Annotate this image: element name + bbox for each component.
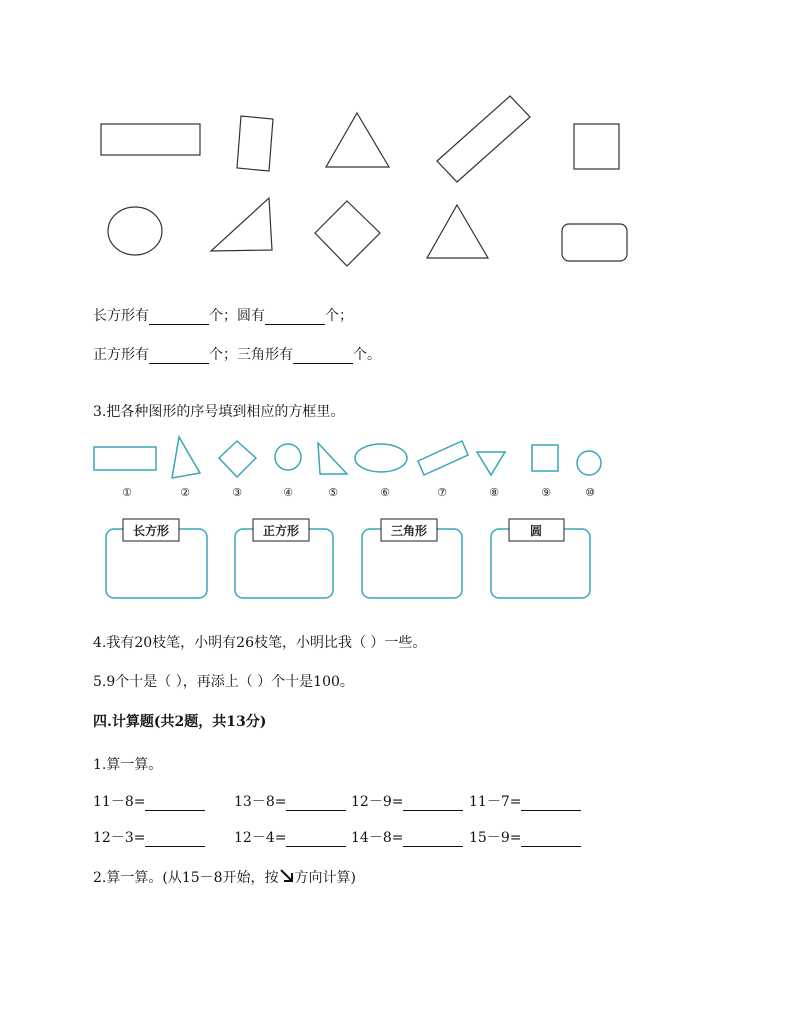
calc2-prompt-end: 方向计算) [294, 870, 357, 886]
diagonal-arrow-icon [279, 868, 295, 884]
calc-item [234, 793, 346, 811]
q3-shape-6-ellipse [355, 444, 407, 472]
shape-square-1 [574, 124, 619, 169]
calc-item [469, 793, 581, 811]
q2-line1-label-circle: 个；圆有 [209, 308, 265, 324]
shape-number-6: ⑥ [380, 486, 390, 499]
answer-blank[interactable] [145, 796, 205, 811]
q3-shape-9-square [532, 445, 558, 471]
q4-text: 4.我有20枝笔，小明有26枝笔，小明比我（ ）一些。 [93, 635, 427, 651]
shape-tilted-tall-rectangle [237, 116, 273, 171]
answer-blank[interactable] [149, 310, 209, 325]
answer-blank[interactable] [149, 349, 209, 364]
shape-circle-1 [108, 207, 162, 255]
box-label-triangles: 三角形 [390, 524, 428, 538]
shape-number-10: ⑩ [585, 486, 595, 499]
calc1-prompt: 1.算一算。 [93, 757, 163, 773]
calc-expression: 11－7= [469, 794, 522, 810]
calc-expression: 12－9= [351, 794, 404, 810]
answer-blank[interactable] [403, 832, 463, 847]
calc-item [93, 829, 205, 847]
calc-item [234, 829, 346, 847]
answer-blank[interactable] [521, 796, 581, 811]
shape-number-9: ⑨ [541, 486, 551, 499]
q3-shape-2-triangle [172, 437, 200, 478]
q3-shape-3-diamond [219, 441, 256, 477]
q3-shape-1-rectangle [94, 447, 156, 470]
shapes-figure-top [0, 0, 794, 280]
answer-blank[interactable] [286, 832, 346, 847]
calc-expression: 11－8= [93, 794, 146, 810]
answer-blank[interactable] [286, 796, 346, 811]
shape-number-8: ⑧ [489, 486, 499, 499]
shape-right-triangle [211, 198, 272, 251]
q3-shape-5-right-triangle [318, 443, 347, 474]
shape-rounded-rectangle [562, 224, 627, 261]
calc-item [351, 793, 463, 811]
calc-item [351, 829, 463, 847]
section-4-title: 四.计算题(共2题，共13分) [93, 714, 267, 730]
calc-expression: 12－3= [93, 830, 146, 846]
calc-item [469, 829, 581, 847]
q2-line2-end: 个。 [353, 347, 381, 363]
answer-blank[interactable] [403, 796, 463, 811]
q2-line2-label-triangle: 个；三角形有 [209, 347, 293, 363]
calc-expression: 14－8= [351, 830, 404, 846]
calc-expression: 13－8= [234, 794, 287, 810]
shape-number-3: ③ [232, 486, 242, 499]
shape-number-7: ⑦ [437, 486, 447, 499]
shape-number-2: ② [180, 486, 190, 499]
shape-number-4: ④ [283, 486, 293, 499]
shape-number-1: ① [122, 486, 132, 499]
answer-blank[interactable] [265, 310, 325, 325]
q5-text: 5.9个十是（ ），再添上（ ）个十是100。 [93, 674, 354, 690]
q3-shape-10-circle [577, 451, 601, 475]
shape-long-rectangle [101, 124, 200, 155]
q2-line1-end: 个； [325, 308, 353, 324]
box-label-circles: 圆 [529, 524, 543, 538]
shape-number-5: ⑤ [328, 486, 338, 499]
box-label-squares: 正方形 [262, 524, 300, 538]
q2-line2-label-square: 正方形有 [93, 347, 149, 363]
calc-expression: 12－4= [234, 830, 287, 846]
answer-blank[interactable] [145, 832, 205, 847]
calc-expression: 15－9= [469, 830, 522, 846]
q3-shape-4-circle [275, 444, 301, 470]
box-label-rectangles: 长方形 [132, 524, 170, 538]
q2-line-2 [93, 346, 381, 364]
q3-prompt: 3.把各种图形的序号填到相应的方框里。 [93, 404, 345, 420]
shape-diamond-square [315, 201, 380, 266]
calc2-prompt [93, 868, 356, 887]
shape-diagonal-rectangle [437, 96, 530, 182]
q3-shape-8-inverted-triangle [477, 452, 505, 475]
q2-line1-label-rect: 长方形有 [93, 308, 149, 324]
q2-line-1 [93, 307, 353, 325]
answer-blank[interactable] [293, 349, 353, 364]
shape-triangle-2 [427, 205, 488, 258]
calc2-prompt-start: 2.算一算。(从15－8开始，按 [93, 870, 279, 886]
q3-figure [0, 430, 794, 605]
q3-shape-7-tilted-rectangle [418, 441, 468, 475]
calc-item [93, 793, 205, 811]
shape-triangle-1 [326, 113, 389, 167]
answer-blank[interactable] [521, 832, 581, 847]
